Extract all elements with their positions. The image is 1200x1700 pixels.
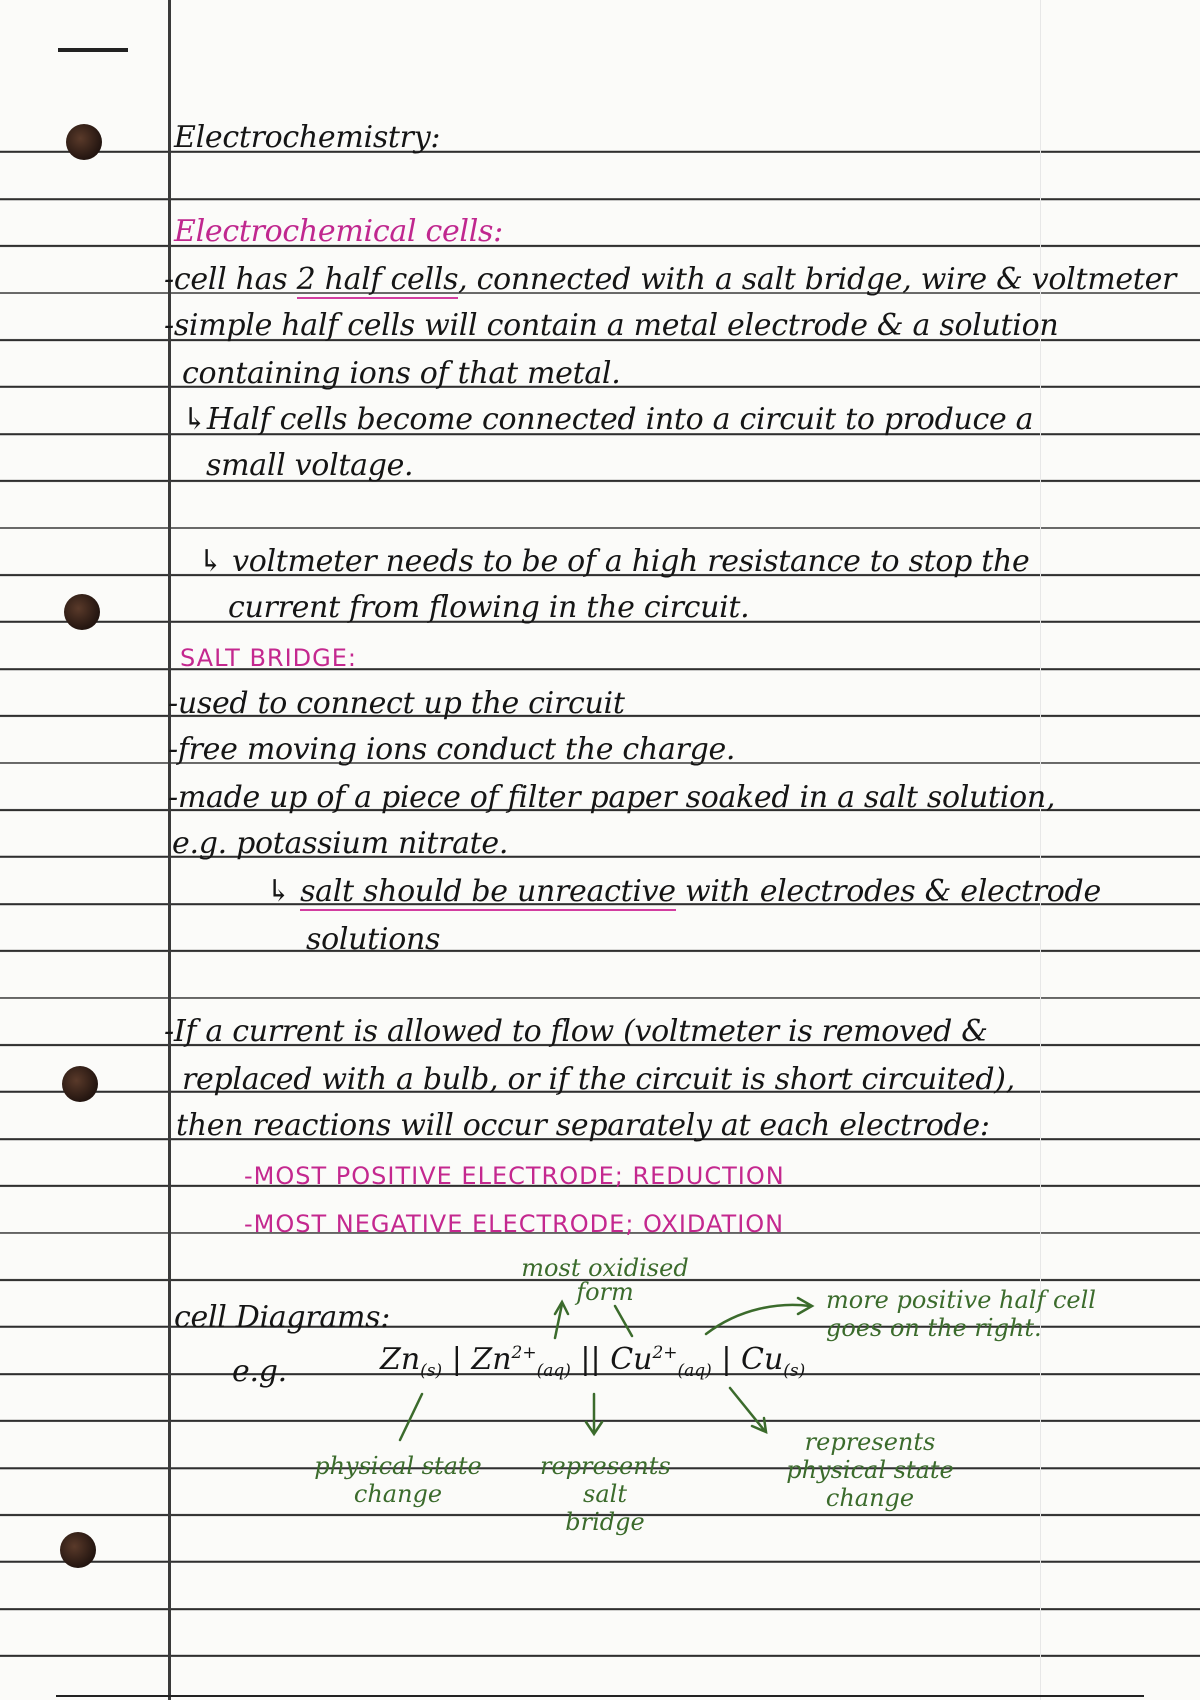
electrode-rule: -MOST NEGATIVE ELECTRODE; OXIDATION [244, 1210, 785, 1238]
page-title: Electrochemistry: [174, 120, 441, 155]
note-line: ↳ voltmeter needs to be of a high resistance to stop the [198, 544, 1030, 579]
note-line: solutions [306, 922, 441, 957]
note-line: small voltage. [206, 448, 414, 483]
formula-zn-ion: Zn [471, 1342, 512, 1377]
note-line: then reactions will occur separately at each electrode: [176, 1108, 990, 1143]
note-text: with electrodes & electrode [675, 874, 1101, 909]
note-line: current from flowing in the circuit. [228, 590, 750, 625]
formula-state: (aq) [536, 1361, 571, 1381]
formula-cu-ion: Cu [610, 1342, 653, 1377]
cell-diagram-formula: $Zn_{(s)}$ | $Zn^{2+}_{(aq)}$ || $Cu^{2+}_{(aq)}$ | $Cu_{(s)}$ [380, 1342, 806, 1381]
note-line: -simple half cells will contain a metal electrode & a solution [164, 308, 1059, 343]
eg-label: e.g. [232, 1354, 287, 1389]
formula-state: (s) [783, 1361, 806, 1381]
section-heading-cells: Electrochemical cells: [174, 214, 503, 249]
annotation-physical-state: physical state change [314, 1452, 482, 1508]
note-text: ↳ [266, 874, 301, 909]
underlined-text: salt should be unreactive [300, 874, 676, 909]
note-line: -used to connect up the circuit [168, 686, 625, 721]
note-line: replaced with a bulb, or if the circuit is short circuited), [182, 1062, 1015, 1097]
formula-charge: 2+ [652, 1343, 678, 1363]
note-line: e.g. potassium nitrate. [172, 826, 509, 861]
annotation-physical-state-right: represents physical state change [786, 1428, 954, 1512]
note-line: containing ions of that metal. [182, 356, 621, 391]
section-heading-cell-diagrams: cell Diagrams: [174, 1300, 390, 1335]
formula-zn: Zn [380, 1342, 421, 1377]
electrode-rule: -MOST POSITIVE ELECTRODE; REDUCTION [244, 1162, 785, 1190]
underlined-text: 2 half cells [296, 262, 459, 297]
note-line: ↳Half cells become connected into a circuit to produce a [182, 402, 1034, 437]
annotation-salt-bridge: represents salt bridge [540, 1452, 671, 1536]
formula-state: (aq) [677, 1361, 712, 1381]
note-text: -cell has [164, 262, 297, 297]
note-text: , connected with a salt bridge, wire & voltmeter [458, 262, 1177, 297]
note-line: -made up of a piece of filter paper soaked in a salt solution, [168, 780, 1056, 815]
section-heading-salt-bridge: SALT BRIDGE: [180, 644, 357, 672]
annotation-positive-half-cell: more positive half cell goes on the right. [826, 1286, 1096, 1342]
note-line: -free moving ions conduct the charge. [168, 732, 736, 767]
annotation-most-oxidised: most oxidised form [521, 1254, 689, 1306]
formula-state: (s) [420, 1361, 443, 1381]
note-line: -If a current is allowed to flow (voltmeter is removed & [164, 1014, 988, 1049]
formula-charge: 2+ [511, 1343, 537, 1363]
formula-cu: Cu [741, 1342, 784, 1377]
